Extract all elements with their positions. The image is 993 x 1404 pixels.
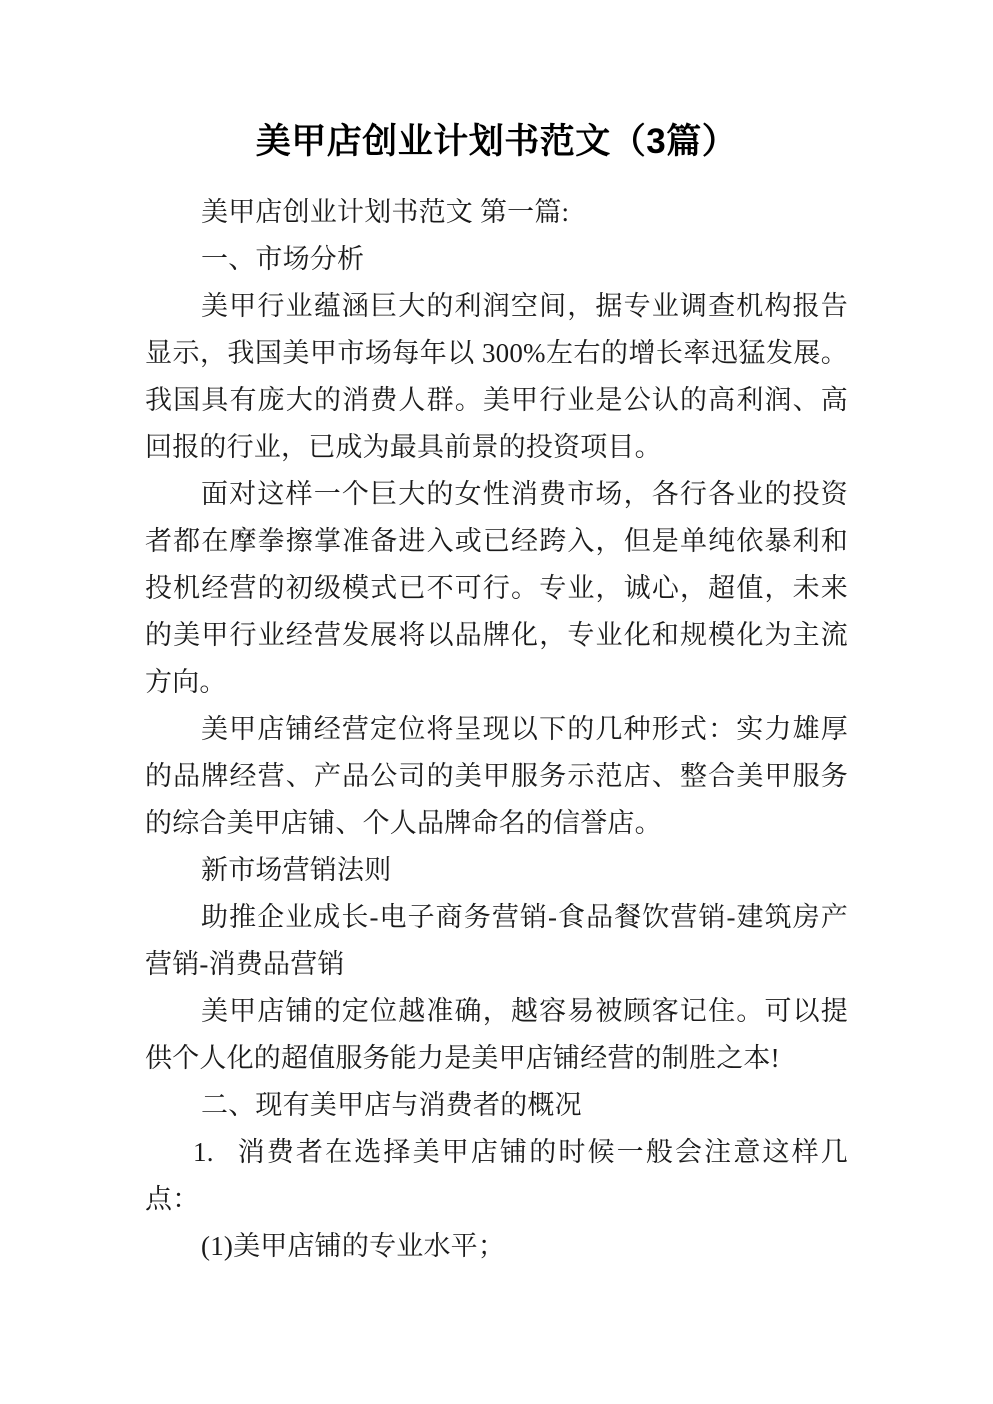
paragraph-positioning-accuracy: 美甲店铺的定位越准确，越容易被顾客记住。可以提供个人化的超值服务能力是美甲店铺经营的制胜之本!	[145, 996, 848, 1073]
paragraph-marketing-channels: 助推企业成长-电子商务营销-食品餐饮营销-建筑房产营销-消费品营销	[145, 902, 848, 979]
paragraph-female-market: 面对这样一个巨大的女性消费市场，各行各业的投资者都在摩拳擦掌准备进入或已经跨入，但是单纯依暴利和投机经营的初级模式已不可行。专业，诚心，超值，未来的美甲行业经营发展将以品牌化，专业化和规模化为主流方向。	[145, 479, 848, 697]
section-heading-market-analysis: 一、市场分析	[201, 244, 365, 274]
paragraph-store-positioning: 美甲店铺经营定位将呈现以下的几种形式：实力雄厚的品牌经营、产品公司的美甲服务示范店、整合美甲服务的综合美甲店铺、个人品牌命名的信誉店。	[145, 714, 848, 838]
document-content	[145, 0, 848, 1270]
document-lead-line: 美甲店创业计划书范文 第一篇:	[201, 197, 570, 227]
numbered-item-consumer-factors	[145, 1129, 848, 1223]
section-heading-existing-stores: 二、现有美甲店与消费者的概况	[201, 1090, 582, 1120]
numbered-item-text: 消费者在选择美甲店铺的时候一般会注意这样几点：	[145, 1137, 848, 1214]
sub-item-professional-level: (1)美甲店铺的专业水平；	[201, 1231, 506, 1261]
paragraph-industry-profit: 美甲行业蕴涵巨大的利润空间，据专业调查机构报告显示，我国美甲市场每年以 300%左右的增长率迅猛发展。我国具有庞大的消费人群。美甲行业是公认的高利润、高回报的行业，已成为最具前景的投资项目。	[145, 291, 848, 462]
page-title: 美甲店创业计划书范文（3篇）	[255, 122, 738, 161]
numbered-item-marker: 1.	[193, 1137, 214, 1167]
subheading-new-marketing-rules: 新市场营销法则	[201, 855, 392, 885]
